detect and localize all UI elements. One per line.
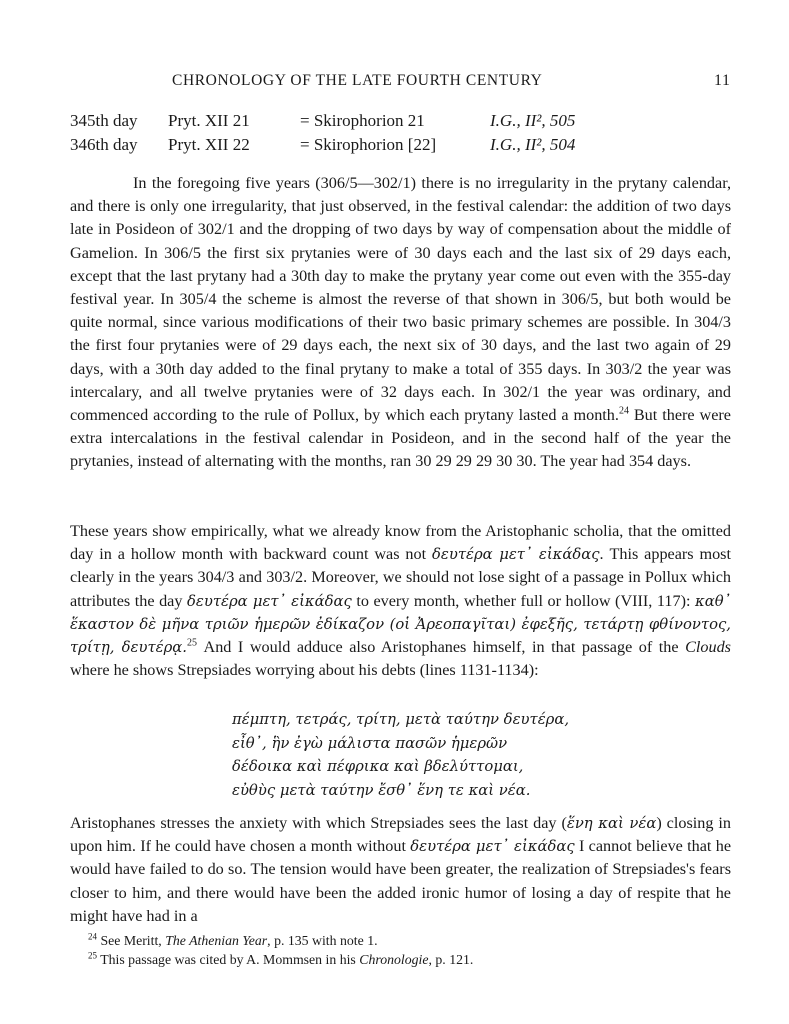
text-run: This passage was cited by A. Mommsen in his <box>97 952 360 967</box>
text-run: Aristophanes stresses the anxiety with which Strepsiades sees the last day ( <box>70 814 567 832</box>
footnotes <box>88 931 728 969</box>
paragraph-prytany-calendar <box>70 172 731 474</box>
calendar-month: = Skirophorion [22] <box>300 135 437 154</box>
text-run: In the foregoing five years (306/5—302/1) there is no irregularity in the prytany calendar, and there is only one irregularity, that just observed, in the festival calendar: the addition of two days late in Posideon of 302/1 and the dropping of two days by way of compensation about the middle of Gamelion. In 306/5 the first six prytanies were of 30 days each and the last six of 29 days each, except that the last prytany had a 30th day to make the prytany year come out even with the 355-day festival year. In 305/4 the scheme is almost the reverse of that shown in 306/5, but both would be quite normal, since various modifications of their two basic primary schemes are possible. In 304/3 the first four prytanies were of 29 days each, the next six of 30 days, and the last two again of 29 days, with a 30th day added to the final prytany to make a total of 355 days. In 303/2 the year was intercalary, and all twelve prytanies were of 32 days each. In 302/1 the year was ordinary, and commenced according to the rule of Pollux, by which each prytany lasted a month. <box>70 174 731 425</box>
text-run: to every month, whether full or hollow (VIII, 117): <box>351 591 695 610</box>
greek-phrase: ἕνη καὶ νέα <box>566 815 657 832</box>
work-title: The Athenian Year <box>165 933 268 948</box>
calendar-prytany: Pryt. XII 21 <box>168 111 250 130</box>
text-run: , p. 135 with note 1. <box>267 933 378 948</box>
calendar-ref: I.G., II², 505 <box>490 111 576 130</box>
greek-phrase: δευτέρα μετ᾽ εἰκάδας <box>410 838 575 856</box>
calendar-day: 346th day <box>70 135 138 154</box>
text-run: , p. 121. <box>428 952 474 967</box>
page-number: 11 <box>714 72 731 89</box>
footnote-number: 25 <box>88 950 97 961</box>
calendar-row <box>70 133 630 157</box>
text-run: ) closing in upon him. If he could have chosen a month without <box>70 814 731 856</box>
calendar-day: 345th day <box>70 111 138 130</box>
text-run: I cannot believe that he would have failed to do so. The tension would have been greater, the realization of Strepsiades's fears closer to him, and there would have been the added ironic humor of losing a day of respite that he might have had in a <box>70 837 732 925</box>
calendar-month: = Skirophorion 21 <box>300 111 425 130</box>
calendar-table <box>70 109 630 157</box>
text-run: where he shows Strepsiades worrying about his debts (lines 1131-1134): <box>70 661 539 680</box>
verse-line: εἶθ᾽, ἣν ἐγὼ μάλιστα πασῶν ἡμερῶν <box>232 734 508 752</box>
verse-line: εὐθὺς μετὰ ταύτην ἔσθ᾽ ἕνη τε καὶ νέα. <box>232 781 531 799</box>
text-run: But there were extra intercalations in the festival calendar in Posideon, and in the second half of the year the prytanies, instead of alternating with the months, ran 30 29 29 29 30 30. The year had 354 days. <box>70 406 731 471</box>
paragraph-omitted-day <box>70 520 731 682</box>
greek-phrase: δευτέρα μετ᾽ εἰκάδας <box>186 592 352 610</box>
greek-phrase: δευτέρα μετ᾽ εἰκάδας <box>432 546 600 564</box>
work-title: Clouds <box>685 638 731 657</box>
footnote-ref: 24 <box>618 405 629 417</box>
footnote <box>88 931 728 950</box>
footnote <box>88 950 728 969</box>
footnote-ref: 25 <box>187 637 197 649</box>
text-run: And I would adduce also Aristophanes himself, in that passage of the <box>197 638 686 657</box>
paragraph-strepsiades <box>70 812 731 928</box>
calendar-prytany: Pryt. XII 22 <box>168 135 250 154</box>
page-header <box>0 72 789 94</box>
greek-quotation: καθ᾽ ἕκαστον δὲ μῆνα τριῶν ἡμερῶν ἐδίκαζον (οἱ Ἀρεοπαγῖται) ἐφεξῆς, τετάρτῃ φθίνοντος, τρίτῃ, δευτέρᾳ. <box>70 592 732 657</box>
calendar-row <box>70 109 630 133</box>
text-run: See Meritt, <box>97 933 166 948</box>
work-title: Chronologie <box>359 952 429 967</box>
running-title: CHRONOLOGY OF THE LATE FOURTH CENTURY <box>172 72 543 89</box>
verse-line: πέμπτη, τετράς, τρίτη, μετὰ ταύτην δευτέρα, <box>232 711 570 728</box>
calendar-ref: I.G., II², 504 <box>490 135 576 154</box>
text-run: . This appears most clearly in the years 304/3 and 303/2. Moreover, we should not lose sight of a passage in Pollux which attributes the day <box>70 545 731 610</box>
text-run: These years show empirically, what we already know from the Aristophanic scholia, that the omitted day in a hollow month with backward count was not <box>70 522 731 564</box>
footnote-number: 24 <box>88 931 97 942</box>
verse-line: δέδοικα καὶ πέφρικα καὶ βδελύττομαι, <box>232 758 524 775</box>
verse-quotation <box>232 708 569 802</box>
